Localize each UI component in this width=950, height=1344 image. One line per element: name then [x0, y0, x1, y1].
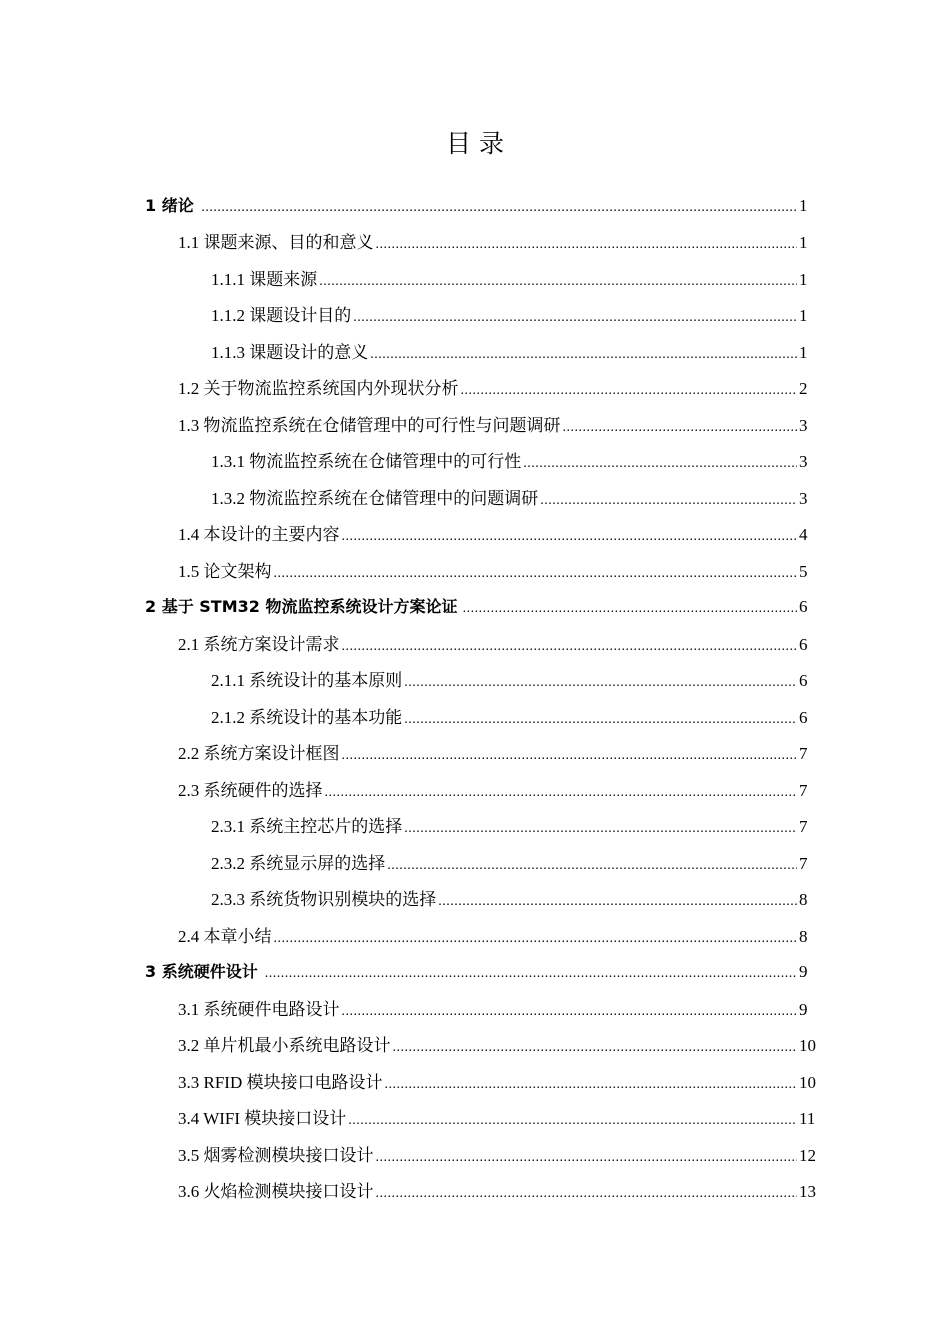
toc-entry[interactable]: [0, 880, 950, 917]
toc-entry[interactable]: [0, 1062, 950, 1099]
toc-entry-text: 3.5 烟雾检测模块接口设计: [178, 1145, 374, 1165]
toc-entry-text: 3.1 系统硬件电路设计: [178, 999, 340, 1019]
toc-entry[interactable]: [0, 296, 950, 333]
dot-leader: [342, 748, 798, 764]
toc-entry-text: 1.4 本设计的主要内容: [178, 525, 340, 545]
toc-entry[interactable]: [0, 515, 950, 552]
toc-entry[interactable]: [0, 843, 950, 880]
toc-entry-page: 6: [799, 634, 808, 654]
dot-leader: [387, 858, 797, 874]
dot-leader: [265, 966, 797, 982]
toc-entry-page: 12: [799, 1145, 816, 1165]
toc-entry-page: 1: [799, 342, 808, 362]
dot-leader: [342, 529, 798, 545]
toc-entry-page: 3: [799, 488, 808, 508]
toc-entry-page: 4: [799, 525, 808, 545]
toc-entry-text: 2.2 系统方案设计框图: [178, 744, 340, 764]
toc-entry-page: 7: [799, 780, 808, 800]
toc-entry-text: 2.1 系统方案设计需求: [178, 634, 340, 654]
dot-leader: [563, 420, 798, 436]
toc-entry-text: 2.3 系统硬件的选择: [178, 780, 323, 800]
toc-entry-text: 1.1.2 课题设计目的: [211, 306, 352, 326]
toc-entry[interactable]: [0, 770, 950, 807]
toc-entry[interactable]: [0, 259, 950, 296]
toc-entry-text: 1.1.1 课题来源: [211, 269, 318, 289]
dot-leader: [463, 601, 797, 617]
dot-leader: [404, 675, 797, 691]
dot-leader: [376, 237, 798, 253]
toc-entry-text: 1.1 课题来源、目的和意义: [178, 233, 374, 253]
toc-entry[interactable]: [0, 588, 950, 625]
toc-entry-text: 1.3.1 物流监控系统在仓储管理中的可行性: [211, 452, 522, 472]
dot-leader: [540, 493, 797, 509]
toc-entry-page: 13: [799, 1182, 816, 1202]
dot-leader: [376, 1150, 798, 1166]
toc-entry-text: 3 系统硬件设计: [145, 962, 258, 982]
toc-entry-text: 1 绪论: [145, 195, 194, 215]
toc-entry-page: 1: [799, 233, 808, 253]
dot-leader: [376, 1186, 798, 1202]
toc-entry-page: 7: [799, 817, 808, 837]
toc-entry-page: 1: [799, 269, 808, 289]
toc-entry-page: 1: [799, 306, 808, 326]
toc-entry-page: 8: [799, 890, 808, 910]
dot-leader: [342, 1004, 798, 1020]
toc-entry[interactable]: [0, 697, 950, 734]
toc-entry-text: 2 基于 STM32 物流监控系统设计方案论证: [145, 597, 458, 617]
dot-leader: [384, 1077, 797, 1093]
toc-entry-page: 6: [799, 597, 808, 617]
dot-leader: [342, 639, 798, 655]
toc-entry-page: 6: [799, 707, 808, 727]
toc-entry-page: 7: [799, 853, 808, 873]
toc-entry[interactable]: [0, 1172, 950, 1209]
dot-leader: [348, 1113, 797, 1129]
dot-leader: [325, 785, 798, 801]
toc-entry-page: 5: [799, 561, 808, 581]
toc-entry[interactable]: [0, 551, 950, 588]
toc-entry-page: 9: [799, 999, 808, 1019]
toc-entry[interactable]: [0, 405, 950, 442]
toc-entry-page: 3: [799, 452, 808, 472]
toc-entry[interactable]: [0, 624, 950, 661]
toc-entry[interactable]: [0, 916, 950, 953]
toc-entry[interactable]: [0, 186, 950, 223]
dot-leader: [523, 456, 797, 472]
toc-list: [0, 186, 950, 1208]
dot-leader: [461, 383, 798, 399]
toc-entry[interactable]: [0, 1026, 950, 1063]
toc-entry-text: 1.3 物流监控系统在仓储管理中的可行性与问题调研: [178, 415, 561, 435]
toc-entry[interactable]: [0, 332, 950, 369]
toc-entry-page: 2: [799, 379, 808, 399]
toc-entry-text: 1.5 论文架构: [178, 561, 272, 581]
dot-leader: [393, 1040, 798, 1056]
toc-entry[interactable]: [0, 478, 950, 515]
toc-entry-page: 8: [799, 926, 808, 946]
dot-leader: [404, 821, 797, 837]
toc-entry-text: 2.1.1 系统设计的基本原则: [211, 671, 403, 691]
dot-leader: [319, 274, 797, 290]
toc-entry-page: 3: [799, 415, 808, 435]
dot-leader: [404, 712, 797, 728]
toc-entry[interactable]: [0, 369, 950, 406]
toc-entry-text: 1.1.3 课题设计的意义: [211, 342, 369, 362]
toc-entry-page: 10: [799, 1072, 816, 1092]
toc-entry-text: 1.2 关于物流监控系统国内外现状分析: [178, 379, 459, 399]
toc-entry[interactable]: [0, 1099, 950, 1136]
dot-leader: [353, 310, 797, 326]
toc-entry-page: 11: [799, 1109, 816, 1129]
toc-title: 目 录: [446, 129, 504, 158]
dot-leader: [201, 200, 797, 216]
toc-entry[interactable]: [0, 807, 950, 844]
toc-entry-page: 1: [799, 195, 808, 215]
toc-entry-page: 7: [799, 744, 808, 764]
toc-entry-text: 2.3.1 系统主控芯片的选择: [211, 817, 403, 837]
dot-leader: [274, 931, 798, 947]
toc-entry-text: 3.2 单片机最小系统电路设计: [178, 1036, 391, 1056]
toc-entry[interactable]: [0, 953, 950, 990]
dot-leader: [438, 894, 797, 910]
dot-leader: [370, 347, 797, 363]
toc-entry-text: 3.3 RFID 模块接口电路设计: [178, 1072, 383, 1092]
toc-entry-text: 3.4 WIFI 模块接口设计: [178, 1109, 347, 1129]
toc-entry-page: 10: [799, 1036, 816, 1056]
toc-entry-text: 2.1.2 系统设计的基本功能: [211, 707, 403, 727]
toc-entry-text: 2.3.3 系统货物识别模块的选择: [211, 890, 437, 910]
toc-entry-text: 1.3.2 物流监控系统在仓储管理中的问题调研: [211, 488, 539, 508]
toc-entry-text: 3.6 火焰检测模块接口设计: [178, 1182, 374, 1202]
dot-leader: [274, 566, 798, 582]
toc-entry[interactable]: [0, 989, 950, 1026]
toc-entry[interactable]: [0, 734, 950, 771]
toc-entry-text: 2.4 本章小结: [178, 926, 272, 946]
toc-entry[interactable]: [0, 661, 950, 698]
toc-entry-text: 2.3.2 系统显示屏的选择: [211, 853, 386, 873]
toc-entry-page: 9: [799, 962, 808, 982]
toc-entry[interactable]: [0, 1135, 950, 1172]
toc-entry-page: 6: [799, 671, 808, 691]
toc-entry[interactable]: [0, 223, 950, 260]
toc-entry[interactable]: [0, 442, 950, 479]
